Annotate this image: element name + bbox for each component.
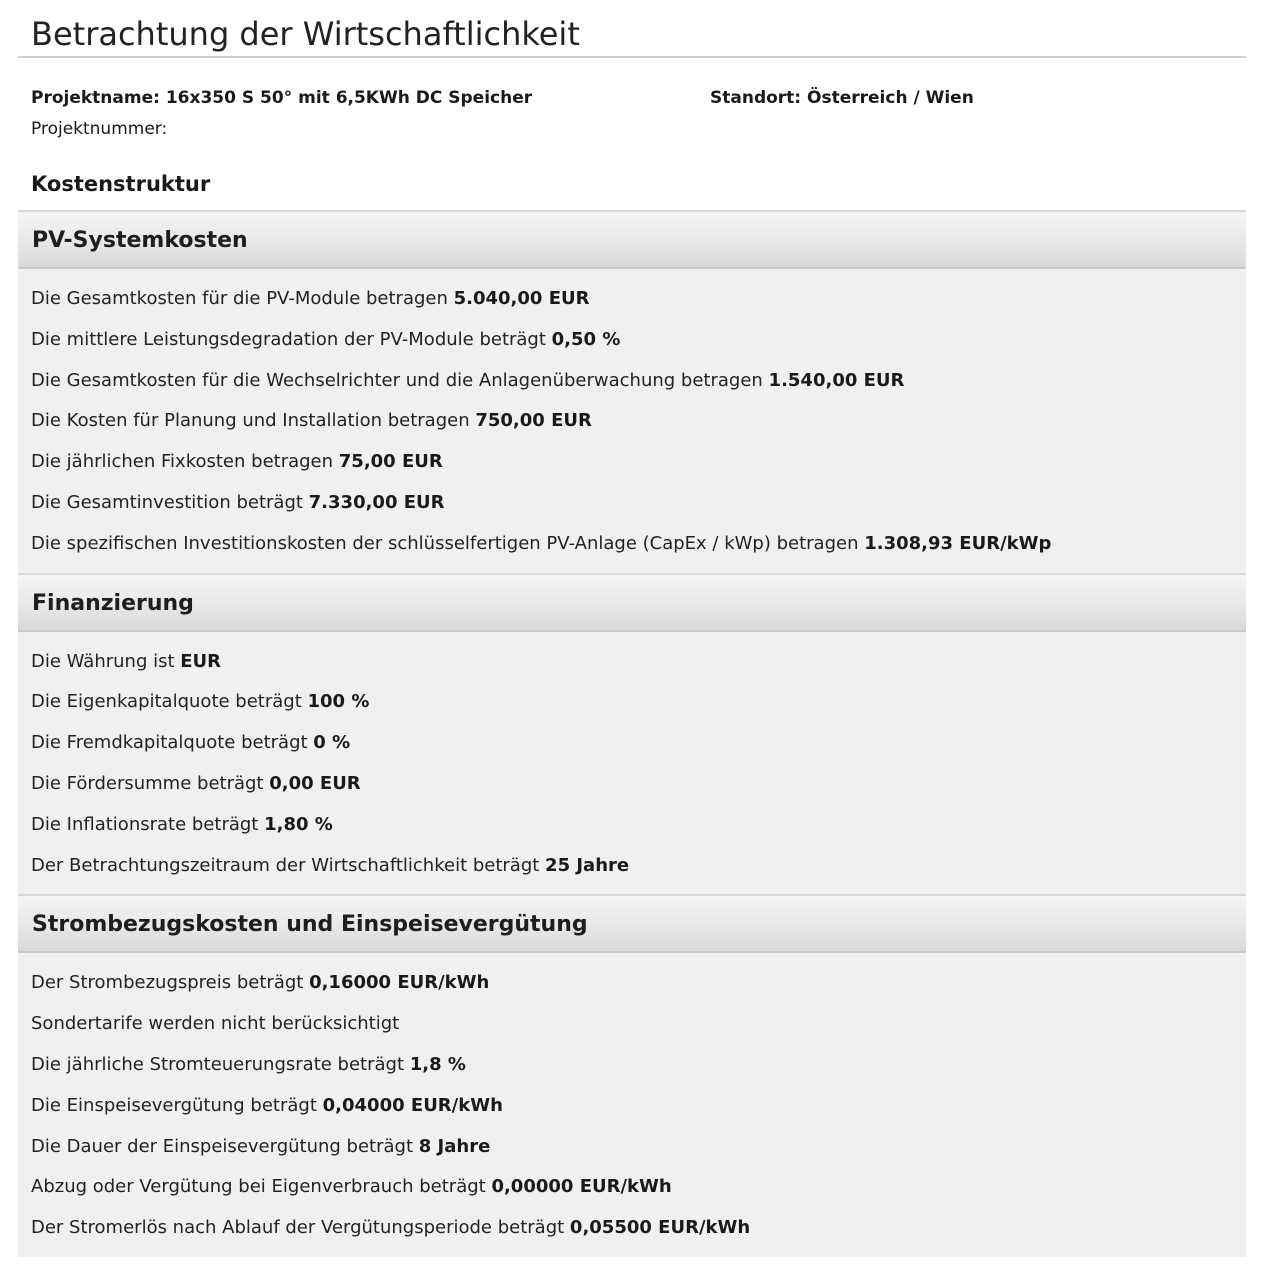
section-financing — [18, 573, 1246, 895]
list-item: Die Gesamtkosten für die PV-Module betragen 5.040,00 EUR — [31, 288, 590, 309]
section-body — [18, 632, 1246, 895]
list-item: Die Einspeisevergütung beträgt 0,04000 EUR/kWh — [31, 1094, 503, 1116]
section-body — [18, 269, 1246, 573]
list-item: Abzug oder Vergütung bei Eigenverbrauch beträgt 0,00000 EUR/kWh — [31, 1176, 672, 1198]
project-info — [18, 58, 1246, 196]
list-item: Die Währung ist EUR — [31, 650, 222, 672]
list-item: Der Strombezugspreis beträgt 0,16000 EUR/kWh — [31, 972, 490, 994]
list-item: Der Stromerlös nach Ablauf der Vergütungsperiode beträgt 0,05500 EUR/kWh — [31, 1217, 751, 1239]
list-item: Sondertarife werden nicht berücksichtigt — [31, 1013, 400, 1035]
section-heading: Strombezugskosten und Einspeisevergütung — [18, 896, 1246, 953]
list-item: Die jährlichen Fixkosten betragen 75,00 EUR — [31, 451, 443, 473]
report-page — [18, 0, 1246, 1239]
list-item: Die Fördersumme beträgt 0,00 EUR — [31, 772, 361, 794]
list-item: Die Eigenkapitalquote beträgt 100 % — [31, 691, 370, 713]
cost-sections — [18, 210, 1246, 1257]
list-item: Die Fremdkapitalquote beträgt 0 % — [31, 732, 351, 754]
section-heading: PV-Systemkosten — [18, 212, 1246, 269]
project-name: Projektname: 16x350 S 50° mit 6,5KWh DC Speicher — [31, 88, 533, 108]
list-item: Die spezifischen Investitionskosten der schlüsselfertigen PV-Anlage (CapEx / kWp) betragen 1.308,93 EUR/kWp — [31, 532, 1052, 554]
list-item: Die Inflationsrate beträgt 1,80 % — [31, 813, 333, 835]
section-pv-system-costs — [18, 210, 1246, 573]
list-item: Die jährliche Stromteuerungsrate beträgt 1,8 % — [31, 1053, 466, 1075]
page-title: Betrachtung der Wirtschaftlichkeit — [18, 0, 1246, 58]
project-number: Projektnummer: — [31, 119, 168, 139]
list-item: Die Gesamtkosten für die Wechselrichter und die Anlagenüberwachung betragen 1.540,00 EUR — [31, 369, 905, 391]
list-item: Der Betrachtungszeitraum der Wirtschaftlichkeit beträgt 25 Jahre — [31, 854, 630, 876]
list-item: Die Dauer der Einspeisevergütung beträgt 8 Jahre — [31, 1135, 491, 1157]
list-item: Die mittlere Leistungsdegradation der PV-Module beträgt 0,50 % — [31, 328, 621, 350]
section-body — [18, 953, 1246, 1257]
section-electricity-costs-feed-in — [18, 894, 1246, 1257]
list-item: Die Kosten für Planung und Installation betragen 750,00 EUR — [31, 410, 592, 432]
project-location: Standort: Österreich / Wien — [710, 88, 974, 108]
cost-structure-heading: Kostenstruktur — [31, 172, 211, 196]
list-item: Die Gesamtinvestition beträgt 7.330,00 EUR — [31, 491, 445, 513]
section-heading: Finanzierung — [18, 575, 1246, 632]
